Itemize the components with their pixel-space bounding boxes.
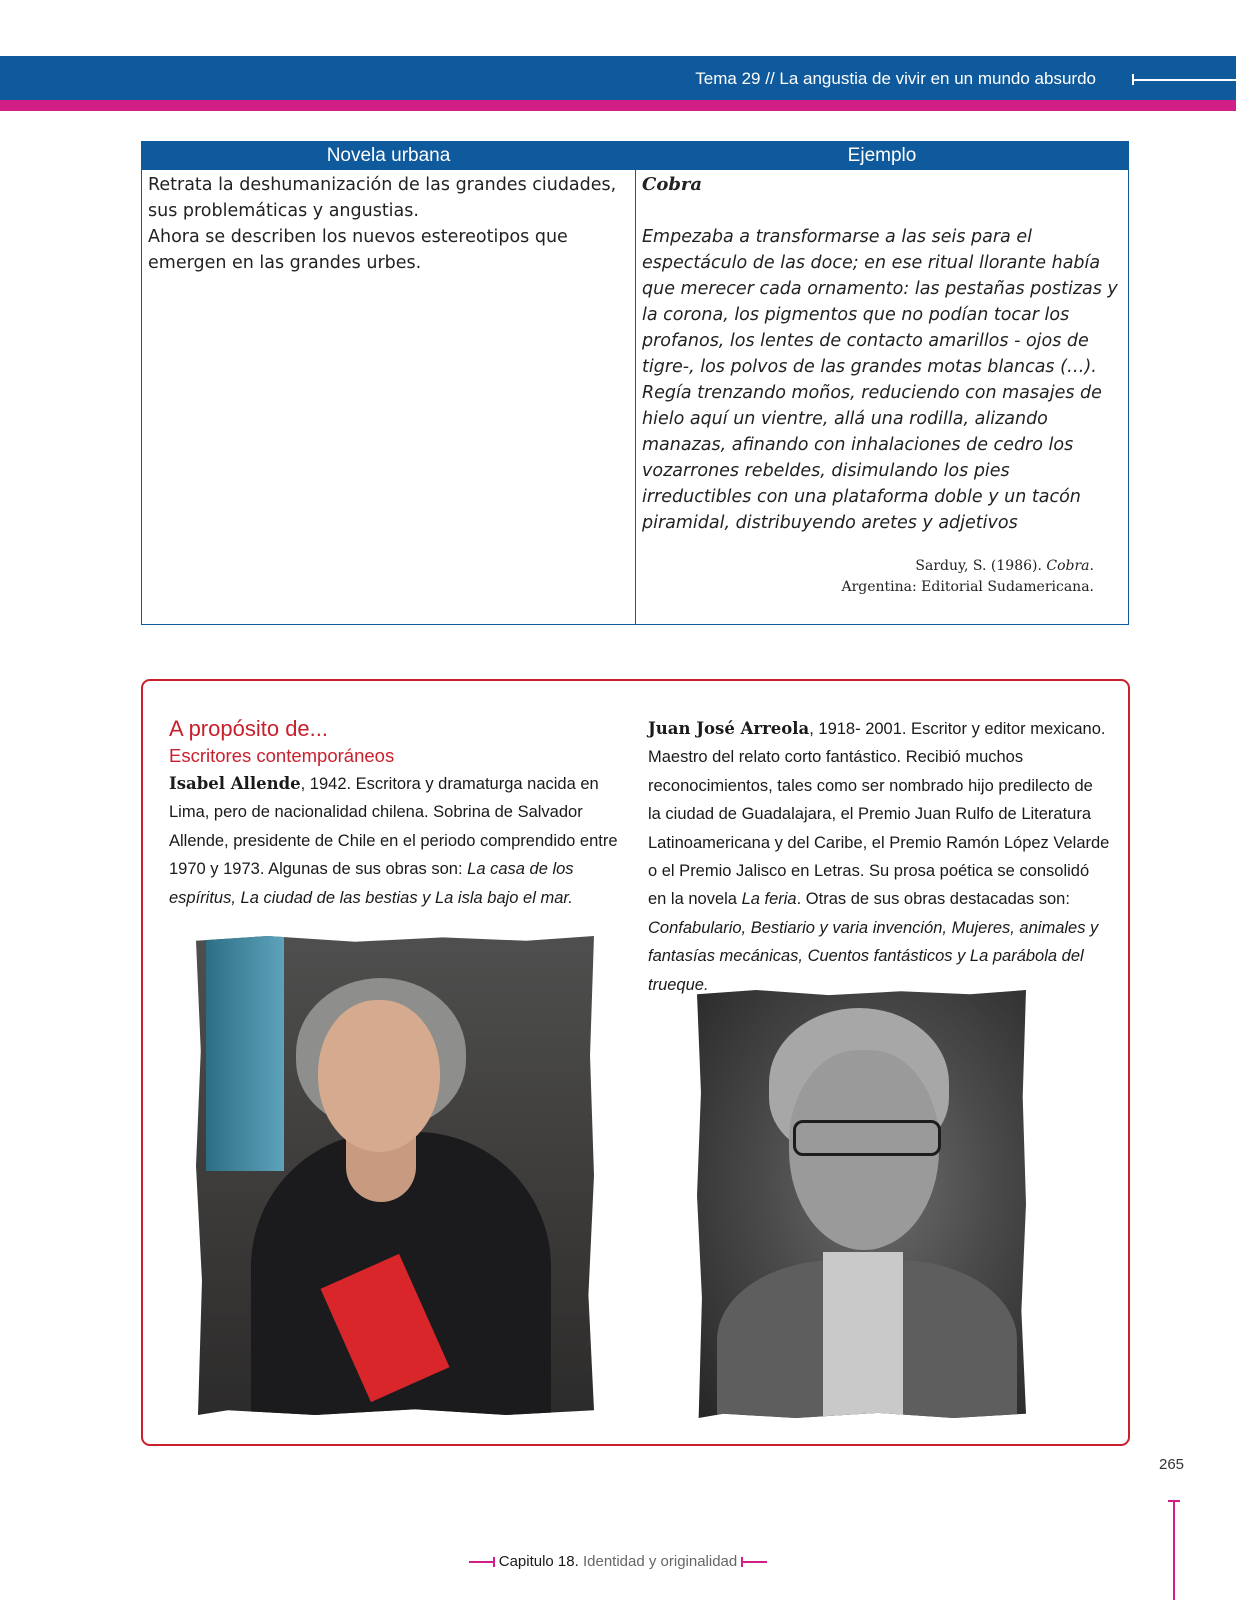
photo-woman xyxy=(196,936,594,1415)
footer-chapter: Capitulo 18. xyxy=(498,1553,579,1570)
footer-line-right xyxy=(741,1561,767,1563)
bio-juan-jose-arreola xyxy=(648,715,1110,999)
description-text: Retrata la deshumanización de las grandes ciudades, sus problemáticas y angustias. Ahora se describen los nuevos estereotipos que emergen en las grandes urbes. xyxy=(148,175,617,273)
photo-background-pillar xyxy=(206,936,284,1171)
bio-name: Isabel Allende xyxy=(169,774,301,793)
header-line xyxy=(1134,79,1236,81)
citation-publisher: Argentina: Editorial Sudamericana. xyxy=(841,579,1094,595)
photo-figure-face xyxy=(318,1000,440,1152)
photo-man xyxy=(697,990,1026,1418)
bio-name: Juan José Arreola xyxy=(648,719,810,738)
footer-chapter-title: Identidad y originalidad xyxy=(578,1553,738,1570)
page-number: 265 xyxy=(1159,1456,1185,1473)
photo-figure-shirt xyxy=(823,1252,903,1418)
bio-text: , 1918- 2001. Escritor y editor mexicano. Maestro del relato corto fantástico. Recibió muchos reconocimientos, tales como ser nombrado hijo predilecto de la ciudad de Guadalajara, el Premio Juan Rulfo de Literatura Latinoamericana y del Caribe, el Premio Ramón López Velarde o el Premio Jalisco en Letras. Su prosa poética se consolidó en la novela xyxy=(648,720,1110,909)
example-cell xyxy=(636,170,1129,625)
bio-isabel-allende xyxy=(169,770,632,912)
bio-works: Confabulario, Bestiario y varia invención, Mujeres, animales y fantasías mecánicas, Cuentos fantásticos y La parábola del trueque. xyxy=(648,918,1099,994)
table-header-row xyxy=(142,142,1129,170)
table-header-ejemplo: Ejemplo xyxy=(636,142,1129,170)
table-header-novela-urbana: Novela urbana xyxy=(142,142,636,170)
table-row xyxy=(142,170,1129,625)
bio-text-continued: . Otras de sus obras destacadas son: xyxy=(796,890,1070,909)
citation-author: Sarduy, S. (1986). xyxy=(915,558,1047,574)
example-quote: Empezaba a transformarse a las seis para el espectáculo de las doce; en ese ritual llorante había que merecer cada ornamento: las pestañas postizas y la corona, los pigmentos que no podían tocar los profanos, los lentes de contacto amarillos - ojos de tigre-, los polvos de las grandes motas blancas (…). Regía trenzando moños, reduciendo con masajes de hielo aquí un vientre, allá una rodilla, alizando manazas, afinando con inhalaciones de cedro los vozarrones rebeldes, disimulando los pies irreductibles con una plataforma doble y un tacón piramidal, distribuyendo aretes y adjetivos xyxy=(642,227,1118,533)
box-subheading: Escritores contemporáneos xyxy=(169,745,395,766)
citation-end: . xyxy=(1089,558,1094,574)
photo-glasses xyxy=(793,1120,941,1156)
page-title: Tema 29 // La angustia de vivir en un mundo absurdo xyxy=(695,69,1096,88)
bio-works: La casa de los espíritus, La ciudad de las bestias y La isla bajo el mar. xyxy=(169,860,574,907)
footer-line-left xyxy=(469,1561,495,1563)
description-cell xyxy=(142,170,636,625)
box-heading: A propósito de... xyxy=(169,716,328,741)
citation-work: Cobra xyxy=(1046,558,1090,574)
footer xyxy=(0,1552,1236,1572)
citation xyxy=(642,556,1122,598)
bio-text: , 1942. Escritora y dramaturga nacida en Lima, pero de nacionalidad chilena. Sobrina de Salvador Allende, presidente de Chile en el periodo comprendido entre 1970 y 1973. Algunas de sus obras son: xyxy=(169,775,618,879)
novela-urbana-table xyxy=(141,141,1129,625)
example-title: Cobra xyxy=(642,174,703,195)
header-accent-stripe xyxy=(0,100,1236,111)
page-number-line xyxy=(1173,1500,1175,1600)
bio-novel: La feria xyxy=(741,890,797,909)
